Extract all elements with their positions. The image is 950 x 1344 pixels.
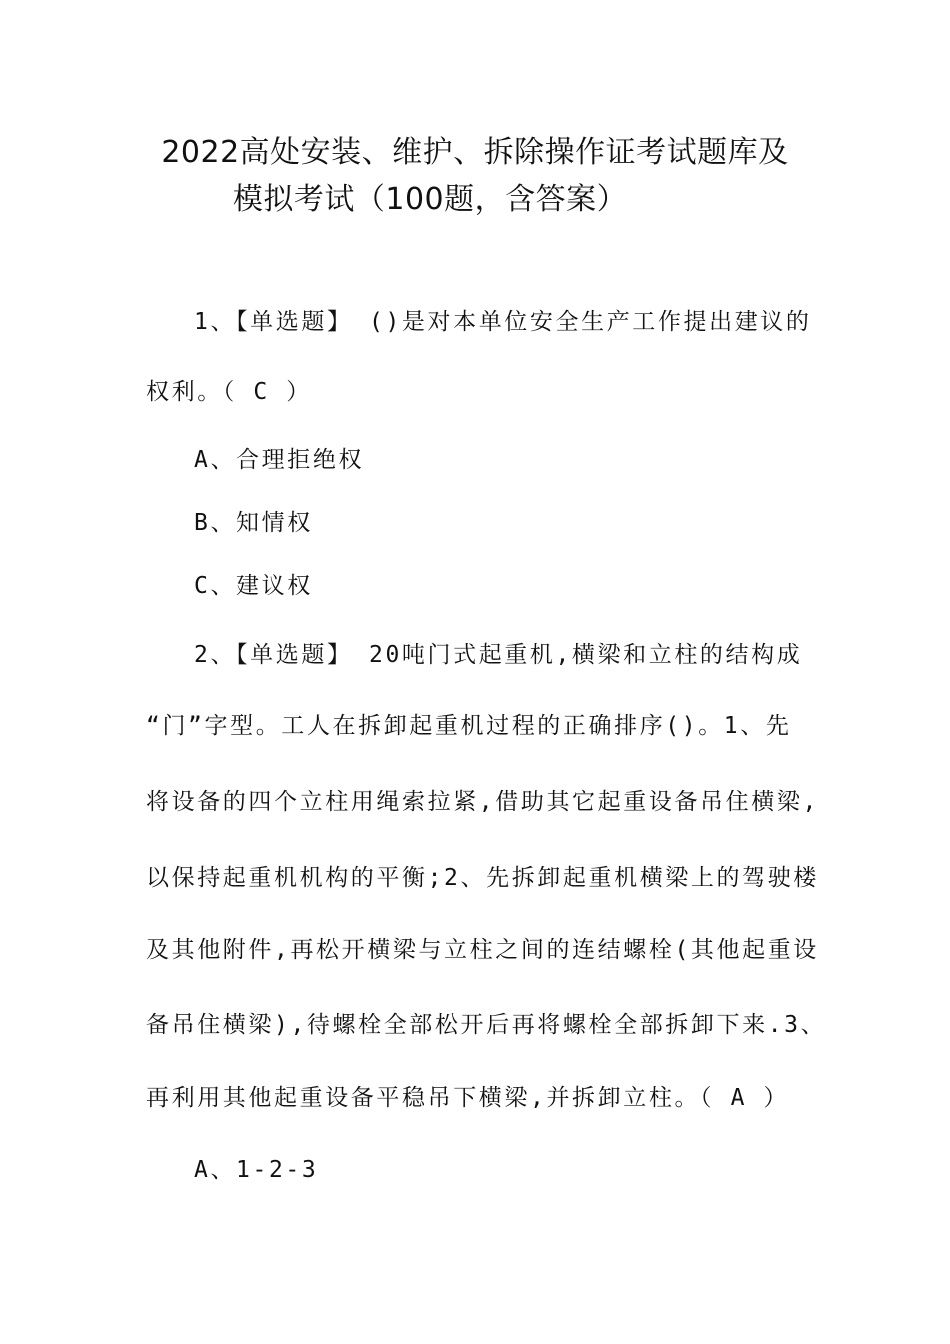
question-2-line-3: 将设备的四个立柱用绳索拉紧,借助其它起重设备吊住横梁,: [146, 789, 819, 815]
question-1-option-a: A、合理拒绝权: [194, 447, 365, 473]
question-1-line-1: 1、【单选题】 ()是对本单位安全生产工作提出建议的: [194, 309, 812, 335]
question-2-line-7: 再利用其他起重设备平稳吊下横梁,并拆卸立柱。（ A ）: [146, 1085, 790, 1111]
document-title-line-1: 2022高处安装、维护、拆除操作证考试题库及: [161, 135, 789, 170]
question-2-option-a: A、1-2-3: [194, 1157, 319, 1183]
question-2-line-5: 及其他附件,再松开横梁与立柱之间的连结螺栓(其他起重设: [146, 937, 819, 963]
question-2-line-2: “门”字型。工人在拆卸起重机过程的正确排序()。1、先: [146, 713, 792, 739]
question-1-option-b: B、知情权: [194, 510, 313, 536]
question-1-line-2: 权利。（ C ）: [146, 379, 312, 405]
question-1-option-c: C、建议权: [194, 573, 313, 599]
document-title-line-2: 模拟考试（100题，含答案）: [232, 182, 628, 217]
question-2-line-6: 备吊住横梁),待螺栓全部松开后再将螺栓全部拆卸下来.3、: [146, 1012, 827, 1038]
question-2-line-1: 2、【单选题】 20吨门式起重机,横梁和立柱的结构成: [194, 642, 803, 668]
question-2-line-4: 以保持起重机机构的平衡;2、先拆卸起重机横梁上的驾驶楼: [146, 865, 819, 891]
